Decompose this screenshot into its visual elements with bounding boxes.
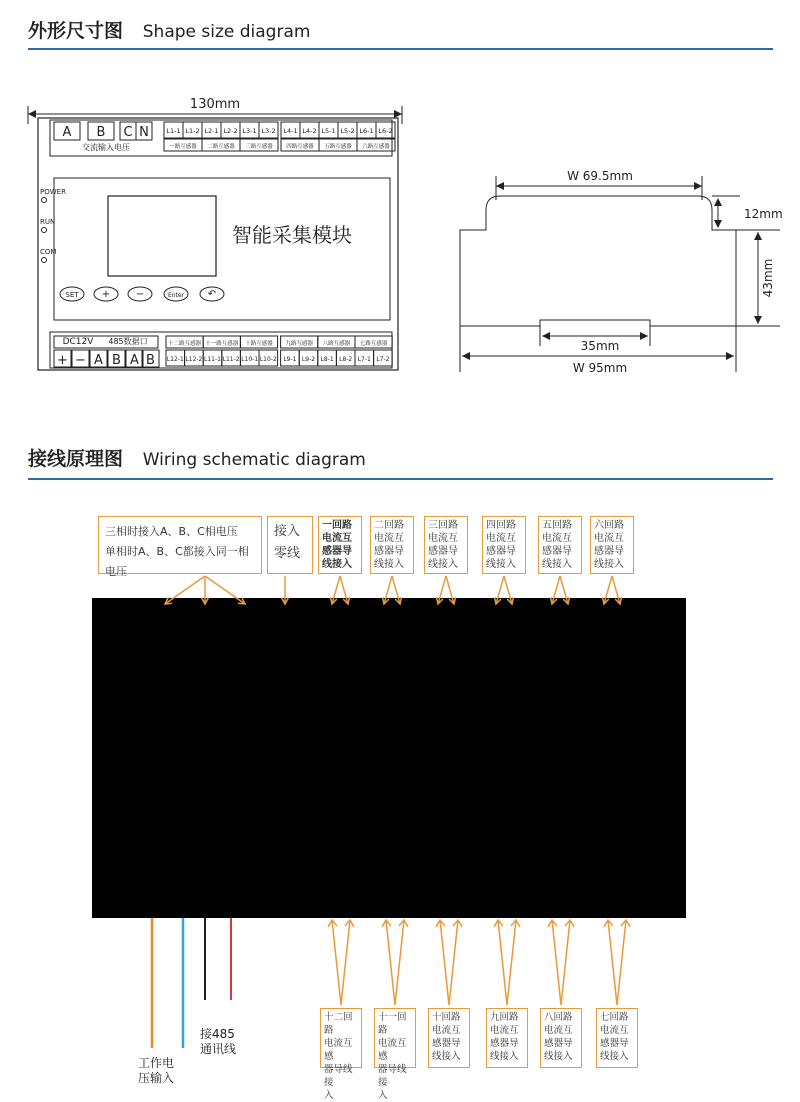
connector-line: [449, 920, 458, 1005]
ct-label-line: 器导线接: [378, 1064, 407, 1088]
ct-top-terminal: L3-1: [242, 127, 257, 135]
ct-label-line: 入: [378, 1090, 388, 1101]
shape-title-zh: 外形尺寸图: [28, 20, 124, 42]
ct-bottom-caption: 十二路互感器: [168, 341, 202, 347]
ct-top-terminal: L4-2: [302, 127, 317, 135]
connector-line: [507, 920, 516, 1005]
terminal-c: C: [123, 125, 133, 140]
ct-bottom-caption: 七路互感器: [359, 341, 388, 347]
ct-bottom-terminal: L7-2: [376, 356, 390, 363]
ct-top-caption: 六路互感器: [362, 144, 390, 150]
ct-label-line: 感器导: [322, 546, 352, 557]
bottom-terminal: A: [94, 353, 103, 368]
ct-bottom-terminal: L11-2: [222, 356, 240, 363]
panel-button-label: Enter: [167, 292, 185, 299]
ct-label-line: 四回路: [486, 520, 516, 531]
ct-label-line: 感器导: [428, 546, 458, 557]
product-name: 智能采集模块: [232, 223, 352, 247]
comm-line1: 接485: [200, 1027, 235, 1041]
ct-label-line: 电流互: [600, 1025, 629, 1036]
ct-label-line: 十二回路: [324, 1012, 353, 1036]
ct-top-terminal: L4-1: [283, 127, 298, 135]
ct-bottom-caption: 八路互感器: [322, 341, 351, 347]
ct-label-line: 六回路: [594, 520, 624, 531]
terminal-n: N: [139, 125, 149, 140]
ct-label-line: 电流互: [432, 1025, 461, 1036]
terminal-b: B: [96, 125, 106, 140]
ct-label-line: 十一回路: [378, 1012, 407, 1036]
ct-label-line: 电流互: [428, 533, 458, 544]
ct-label-line: 二回路: [374, 520, 404, 531]
ct-bottom-terminal: L12-2: [185, 356, 203, 363]
ct-bottom-terminal: L7-1: [357, 356, 371, 363]
connector-line: [608, 920, 617, 1005]
bottom-terminal: A: [130, 353, 139, 368]
ct-label-line: 线接入: [322, 559, 352, 570]
connector-line: [395, 920, 404, 1005]
ct-top-terminal: L6-2: [378, 127, 393, 135]
bottom-ct-label-11: [374, 1008, 416, 1101]
ct-label-line: 线接入: [374, 559, 404, 570]
ct-label-line: 线接入: [428, 559, 458, 570]
ct-label-line: 器导线接: [324, 1064, 353, 1088]
ct-label-line: 电流互: [490, 1025, 519, 1036]
connector-line: [552, 920, 561, 1005]
comm-485-label: [200, 1027, 236, 1057]
connector-line: [341, 920, 350, 1005]
ct-label-line: 入: [324, 1090, 334, 1101]
ct-top-caption: 四路互感器: [286, 144, 314, 150]
shape-title-en: Shape size diagram: [142, 22, 311, 42]
ct-top-terminal: L1-2: [185, 127, 200, 135]
ct-label-line: 线接入: [542, 559, 572, 570]
ct-label-line: 线接入: [486, 559, 516, 570]
connector-line: [386, 920, 395, 1005]
panel-button-label: −: [135, 289, 145, 300]
bottom-ct-label-10: [428, 1008, 470, 1068]
neutral-line1: 接入: [274, 524, 301, 539]
side-43mm: 43mm: [761, 258, 775, 298]
ct-label-line: 线接入: [432, 1051, 461, 1062]
ct-top-caption: 五路互感器: [324, 144, 352, 150]
ct-label-line: 线接入: [594, 559, 624, 570]
ct-label-line: 七回路: [600, 1012, 629, 1023]
bottom-terminal: −: [75, 353, 86, 368]
dc12v-caption: DC12V: [62, 337, 94, 347]
ct-label-line: 线接入: [490, 1051, 519, 1062]
ct-label-line: 电流互: [542, 533, 572, 544]
ct-label-line: 九回路: [490, 1012, 519, 1023]
ct-label-line: 五回路: [542, 520, 572, 531]
rs485-caption: 485数据口: [108, 337, 148, 346]
bottom-ct-label-8: [540, 1008, 582, 1068]
panel-button-label: ↶: [207, 289, 217, 300]
led-label: POWER: [40, 188, 66, 196]
bottom-terminal: B: [146, 353, 155, 368]
ct-label-line: 电流互感: [378, 1038, 407, 1062]
ct-label-line: 感器导: [432, 1038, 461, 1049]
ct-bottom-terminal: L9-1: [283, 356, 297, 363]
ct-label-line: 电流互: [486, 533, 516, 544]
ct-bottom-terminal: L11-1: [204, 356, 221, 363]
ct-top-terminal: L6-1: [359, 127, 374, 135]
voltage-label-line1: 三相时接入A、B、C相电压: [105, 525, 238, 538]
ct-bottom-terminal: L10-1: [241, 356, 259, 363]
side-95mm: W 95mm: [572, 361, 628, 375]
wiring-title-en: Wiring schematic diagram: [142, 450, 366, 470]
ct-bottom-terminal: L8-1: [320, 356, 334, 363]
side-width-top: W 69.5mm: [567, 169, 633, 183]
ct-label-line: 电流互感: [324, 1038, 353, 1062]
work-voltage-label: [138, 1056, 174, 1086]
ct-top-terminal: L1-1: [166, 127, 181, 135]
ct-label-line: 感器导: [486, 546, 516, 557]
ct-top-terminal: L2-1: [204, 127, 219, 135]
ct-label-line: 感器导: [374, 546, 404, 557]
ct-bottom-terminal: L10-2: [259, 356, 277, 363]
ct-label-line: 线接入: [600, 1051, 629, 1062]
voltage-label-line2: 单相时A、B、C都接入同一相电压: [105, 545, 249, 578]
ct-top-terminal: L3-2: [261, 127, 276, 135]
bottom-ct-label-9: [486, 1008, 528, 1068]
ct-bottom-terminal: L9-2: [301, 356, 316, 363]
ct-top-terminal: L5-2: [340, 127, 355, 135]
ct-top-caption: 三路互感器: [245, 144, 273, 150]
ct-label-line: 电流互: [544, 1025, 573, 1036]
ct-top-terminal: L5-1: [321, 127, 336, 135]
bottom-terminal: B: [112, 353, 121, 368]
terminal-a: A: [62, 125, 72, 140]
connector-line: [498, 920, 507, 1005]
wiring-title-zh: 接线原理图: [28, 448, 124, 470]
ct-label-line: 感器导: [594, 546, 624, 557]
ct-label-line: 感器导: [542, 546, 572, 557]
led-label: COM: [40, 248, 57, 256]
ct-label-line: 感器导: [490, 1038, 519, 1049]
connector-line: [561, 920, 570, 1005]
ct-bottom-caption: 十路互感器: [245, 341, 273, 347]
ct-label-line: 感器导: [600, 1038, 629, 1049]
ct-label-line: 一回路: [322, 520, 352, 531]
ct-label-line: 感器导: [544, 1038, 573, 1049]
ct-label-line: 十回路: [432, 1012, 461, 1023]
led-label: RUN: [40, 218, 56, 226]
ct-top-caption: 一路互感器: [169, 144, 197, 150]
ct-bottom-terminal: L12-1: [166, 356, 184, 363]
comm-line2: 通讯线: [200, 1042, 237, 1056]
side-35mm: 35mm: [580, 339, 620, 353]
connector-line: [440, 920, 449, 1005]
panel-button-label: SET: [65, 291, 79, 299]
ct-bottom-terminal: L8-2: [339, 356, 353, 363]
ct-label-line: 线接入: [544, 1051, 573, 1062]
ct-label-line: 电流互: [322, 533, 352, 544]
connector-line: [617, 920, 626, 1005]
ct-top-caption: 二路互感器: [207, 144, 235, 150]
ct-label-line: 八回路: [544, 1012, 573, 1023]
side-12mm: 12mm: [744, 207, 783, 221]
ct-top-terminal: L2-2: [223, 127, 238, 135]
panel-button-label: +: [101, 289, 111, 300]
bottom-terminal: +: [57, 353, 68, 368]
bottom-ct-label-7: [596, 1008, 638, 1068]
ct-bottom-caption: 十一路互感器: [205, 341, 239, 347]
ct-label-line: 电流互: [374, 533, 404, 544]
ct-label-line: 三回路: [428, 520, 458, 531]
ct-label-line: 电流互: [594, 533, 624, 544]
work-voltage-line1: 工作电: [138, 1056, 175, 1070]
connector-line: [332, 920, 341, 1005]
connector-line: [205, 576, 245, 604]
ac-input-caption: 交流输入电压: [82, 143, 130, 152]
bottom-ct-label-12: [320, 1008, 362, 1101]
ct-bottom-caption: 九路互感器: [285, 341, 313, 347]
work-voltage-line2: 压输入: [138, 1071, 175, 1085]
connector-line: [165, 576, 205, 604]
width-130-label: 130mm: [189, 97, 241, 112]
neutral-line2: 零线: [274, 546, 301, 561]
